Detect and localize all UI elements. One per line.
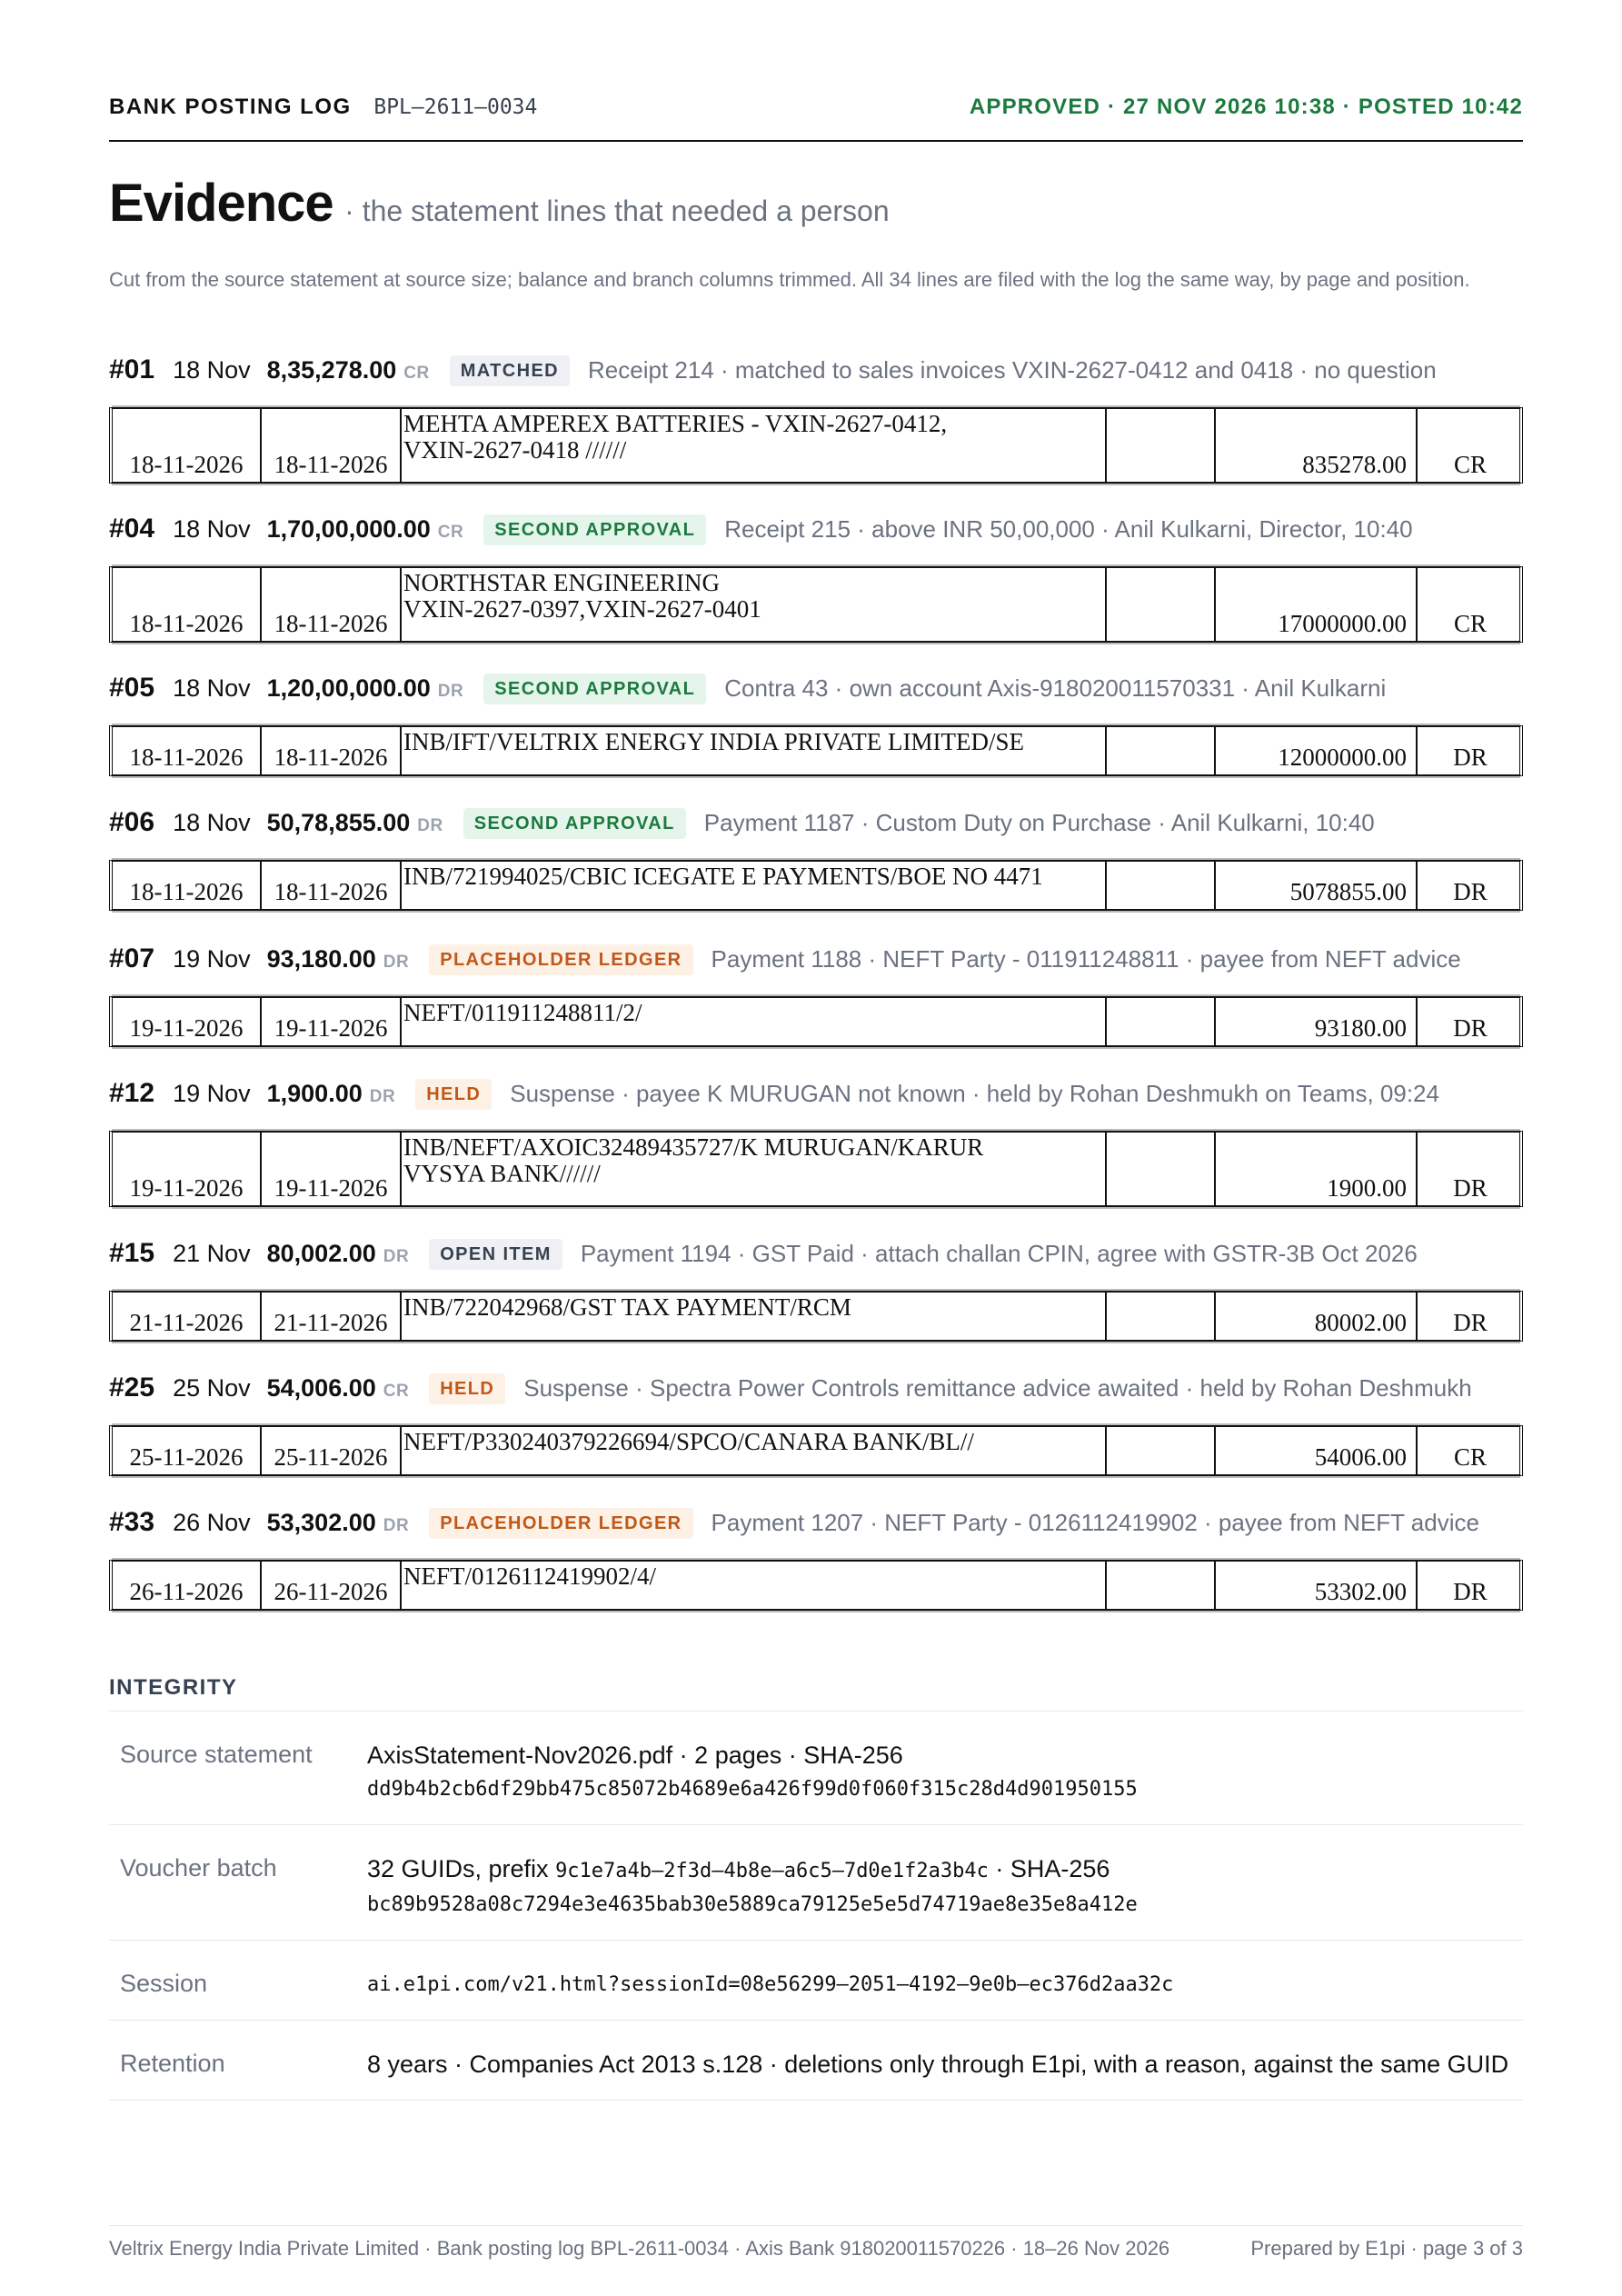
integrity-row-retention bbox=[109, 2021, 1523, 2101]
line-amount: 80,002.00 bbox=[266, 1240, 376, 1267]
line-amount: 50,78,855.00 bbox=[266, 809, 411, 836]
value-date: 21-11-2026 bbox=[274, 1309, 388, 1336]
evidence-line bbox=[109, 1078, 1523, 1207]
statement-description: NEFT/011911248811/2/ bbox=[403, 999, 642, 1026]
line-note: Receipt 214 · matched to sales invoices VXIN-2627-0412 and 0418 · no question bbox=[588, 356, 1437, 384]
trimmed-column bbox=[1107, 409, 1216, 482]
transaction-date: 19-11-2026 bbox=[129, 1014, 244, 1042]
line-number: #12 bbox=[109, 1078, 155, 1108]
trimmed-column bbox=[1107, 568, 1216, 641]
statement-direction: DR bbox=[1453, 878, 1488, 905]
voucher-hash-label: · SHA-256 bbox=[988, 1855, 1110, 1882]
value-date: 18-11-2026 bbox=[274, 610, 388, 637]
retention-policy: 8 years · Companies Act 2013 s.128 · deletions only through E1pi, with a reason, against the same GUID bbox=[367, 2051, 1509, 2078]
voucher-guid-prefix: 9c1e7a4b–2f3d–4b8e–a6c5–7d0e1f2a3b4c bbox=[555, 1860, 989, 1882]
evidence-line-header bbox=[109, 943, 1523, 983]
session-url[interactable]: ai.e1pi.com/v21.html?sessionId=08e56299–2051–4192–9e0b–ec376d2aa32c bbox=[367, 1973, 1174, 1996]
evidence-line bbox=[109, 514, 1523, 643]
voucher-hash: bc89b9528a08c7294e3e4635bab30e5889ca79125e5e5d74719ae8e35e8a412e bbox=[367, 1893, 1138, 1916]
line-amount: 53,302.00 bbox=[266, 1509, 376, 1536]
statement-amount: 835278.00 bbox=[1302, 451, 1407, 478]
line-direction: DR bbox=[383, 1516, 410, 1535]
line-date: 18 Nov bbox=[173, 515, 251, 543]
status-badge: SECOND APPROVAL bbox=[483, 514, 706, 545]
status-badge: PLACEHOLDER LEDGER bbox=[429, 1508, 692, 1539]
status-badge: SECOND APPROVAL bbox=[483, 674, 706, 704]
line-date: 19 Nov bbox=[173, 1080, 251, 1107]
evidence-line-header bbox=[109, 807, 1523, 847]
value-date: 18-11-2026 bbox=[274, 451, 388, 478]
line-number: #33 bbox=[109, 1507, 155, 1537]
status-badge: HELD bbox=[429, 1373, 505, 1404]
evidence-line-header bbox=[109, 354, 1523, 394]
value-date: 18-11-2026 bbox=[274, 878, 388, 905]
line-note: Contra 43 · own account Axis-918020011570331 · Anil Kulkarni bbox=[724, 674, 1387, 702]
line-direction: CR bbox=[403, 364, 430, 383]
evidence-line bbox=[109, 673, 1523, 776]
source-hash: dd9b4b2cb6df29bb475c85072b4689e6a426f99d0f060f315c28d4d901950155 bbox=[367, 1778, 1138, 1801]
statement-direction: CR bbox=[1453, 451, 1488, 478]
line-note: Payment 1188 · NEFT Party - 011911248811 · payee from NEFT advice bbox=[711, 945, 1461, 973]
statement-excerpt bbox=[109, 1131, 1523, 1207]
integrity-title: INTEGRITY bbox=[109, 1675, 238, 1700]
transaction-date: 18-11-2026 bbox=[129, 878, 244, 905]
transaction-date: 18-11-2026 bbox=[129, 744, 244, 771]
value-date: 25-11-2026 bbox=[274, 1443, 388, 1471]
voucher-count: 32 GUIDs, prefix bbox=[367, 1855, 556, 1882]
transaction-date: 21-11-2026 bbox=[129, 1309, 244, 1336]
statement-amount: 5078855.00 bbox=[1289, 878, 1407, 905]
statement-direction: DR bbox=[1453, 744, 1488, 771]
statement-description: INB/NEFT/AXOIC32489435727/K MURUGAN/KARUR VYSYA BANK////// bbox=[403, 1133, 984, 1187]
line-note: Payment 1187 · Custom Duty on Purchase · Anil Kulkarni, 10:40 bbox=[703, 809, 1375, 836]
line-number: #04 bbox=[109, 514, 155, 544]
status-badge: MATCHED bbox=[450, 355, 570, 386]
statement-excerpt bbox=[109, 566, 1523, 643]
trimmed-column bbox=[1107, 727, 1216, 774]
statement-amount: 80002.00 bbox=[1314, 1309, 1407, 1336]
transaction-date: 25-11-2026 bbox=[129, 1443, 244, 1471]
integrity-row-source bbox=[109, 1712, 1523, 1825]
evidence-line-header bbox=[109, 673, 1523, 713]
evidence-line bbox=[109, 1373, 1523, 1476]
statement-description: NEFT/P330240379226694/SPCO/CANARA BANK/BL// bbox=[403, 1428, 974, 1455]
statement-direction: CR bbox=[1453, 1443, 1488, 1471]
line-number: #07 bbox=[109, 943, 155, 973]
statement-excerpt bbox=[109, 1425, 1523, 1476]
line-number: #25 bbox=[109, 1373, 155, 1403]
footer-left: Veltrix Energy India Private Limited · Bank posting log BPL-2611-0034 · Axis Bank 918020011570226 · 18–26 Nov 2026 bbox=[109, 2237, 1170, 2260]
statement-excerpt bbox=[109, 1291, 1523, 1342]
statement-direction: CR bbox=[1453, 610, 1488, 637]
status-badge: OPEN ITEM bbox=[429, 1239, 562, 1270]
log-title: BANK POSTING LOG bbox=[109, 95, 352, 119]
evidence-line bbox=[109, 354, 1523, 484]
evidence-line bbox=[109, 1507, 1523, 1611]
line-note: Payment 1207 · NEFT Party - 0126112419902 · payee from NEFT advice bbox=[711, 1509, 1479, 1536]
statement-description: INB/722042968/GST TAX PAYMENT/RCM bbox=[403, 1293, 851, 1321]
line-direction: DR bbox=[383, 1247, 410, 1266]
page-footer bbox=[109, 2225, 1523, 2261]
status-badge: SECOND APPROVAL bbox=[463, 808, 686, 839]
statement-amount: 12000000.00 bbox=[1278, 744, 1407, 771]
line-direction: DR bbox=[417, 816, 443, 835]
trimmed-column bbox=[1107, 862, 1216, 909]
line-date: 21 Nov bbox=[173, 1240, 251, 1267]
page-subtitle: · the statement lines that needed a person bbox=[344, 195, 890, 227]
statement-amount: 53302.00 bbox=[1314, 1578, 1407, 1605]
statement-description: NEFT/0126112419902/4/ bbox=[403, 1562, 657, 1590]
evidence-line-header bbox=[109, 514, 1523, 554]
statement-description: INB/IFT/VELTRIX ENERGY INDIA PRIVATE LIMITED/SE bbox=[403, 728, 1024, 755]
line-date: 18 Nov bbox=[173, 809, 251, 836]
integrity-row-session bbox=[109, 1941, 1523, 2021]
line-number: #15 bbox=[109, 1238, 155, 1268]
status-badge: HELD bbox=[415, 1079, 492, 1110]
footer-right: Prepared by E1pi · page 3 of 3 bbox=[1250, 2237, 1523, 2260]
line-amount: 54,006.00 bbox=[266, 1374, 376, 1402]
line-note: Suspense · Spectra Power Controls remittance advice awaited · held by Rohan Deshmukh bbox=[523, 1374, 1472, 1402]
value-date: 19-11-2026 bbox=[274, 1014, 388, 1042]
transaction-date: 19-11-2026 bbox=[129, 1174, 244, 1202]
line-amount: 8,35,278.00 bbox=[266, 356, 397, 384]
evidence-line-header bbox=[109, 1238, 1523, 1278]
statement-excerpt bbox=[109, 1560, 1523, 1611]
statement-amount: 93180.00 bbox=[1314, 1014, 1407, 1042]
integrity-key: Session bbox=[120, 1970, 208, 1997]
line-date: 19 Nov bbox=[173, 945, 251, 973]
trimmed-column bbox=[1107, 1133, 1216, 1205]
statement-excerpt bbox=[109, 996, 1523, 1047]
line-direction: DR bbox=[369, 1087, 396, 1106]
evidence-line bbox=[109, 943, 1523, 1047]
line-amount: 1,900.00 bbox=[266, 1080, 363, 1107]
line-note: Payment 1194 · GST Paid · attach challan CPIN, agree with GSTR-3B Oct 2026 bbox=[580, 1240, 1418, 1267]
document-header bbox=[109, 89, 1523, 142]
line-direction: DR bbox=[383, 953, 410, 972]
page-title: Evidence bbox=[109, 174, 333, 233]
evidence-line-header bbox=[109, 1373, 1523, 1413]
trimmed-column bbox=[1107, 1427, 1216, 1474]
line-note: Receipt 215 · above INR 50,00,000 · Anil Kulkarni, Director, 10:40 bbox=[724, 515, 1413, 543]
statement-excerpt bbox=[109, 725, 1523, 776]
evidence-line bbox=[109, 807, 1523, 911]
line-direction: DR bbox=[437, 682, 464, 701]
integrity-row-voucher bbox=[109, 1825, 1523, 1941]
trimmed-column bbox=[1107, 1293, 1216, 1340]
statement-direction: DR bbox=[1453, 1174, 1488, 1202]
integrity-key: Retention bbox=[120, 2050, 225, 2077]
value-date: 18-11-2026 bbox=[274, 744, 388, 771]
evidence-line-header bbox=[109, 1078, 1523, 1118]
line-date: 25 Nov bbox=[173, 1374, 251, 1402]
line-date: 18 Nov bbox=[173, 356, 251, 384]
line-date: 18 Nov bbox=[173, 674, 251, 702]
integrity-table bbox=[109, 1711, 1523, 2101]
integrity-key: Voucher batch bbox=[120, 1854, 277, 1882]
line-number: #06 bbox=[109, 807, 155, 837]
evidence-line bbox=[109, 1238, 1523, 1342]
trimmed-column bbox=[1107, 1562, 1216, 1609]
statement-amount: 17000000.00 bbox=[1278, 610, 1407, 637]
statement-excerpt bbox=[109, 860, 1523, 911]
intro-text: Cut from the source statement at source size; balance and branch columns trimmed. All 34 lines are filed with the log the same way, by page and position. bbox=[109, 268, 1470, 291]
line-date: 26 Nov bbox=[173, 1509, 251, 1536]
value-date: 19-11-2026 bbox=[274, 1174, 388, 1202]
transaction-date: 18-11-2026 bbox=[129, 451, 244, 478]
trimmed-column bbox=[1107, 998, 1216, 1045]
evidence-line-header bbox=[109, 1507, 1523, 1547]
page-heading bbox=[109, 173, 890, 234]
line-amount: 1,70,00,000.00 bbox=[266, 515, 431, 543]
statement-description: MEHTA AMPEREX BATTERIES - VXIN-2627-0412, VXIN-2627-0418 ////// bbox=[403, 410, 948, 464]
statement-amount: 1900.00 bbox=[1327, 1174, 1407, 1202]
value-date: 26-11-2026 bbox=[274, 1578, 388, 1605]
statement-direction: DR bbox=[1453, 1309, 1488, 1336]
transaction-date: 18-11-2026 bbox=[129, 610, 244, 637]
status-badge: PLACEHOLDER LEDGER bbox=[429, 944, 692, 975]
integrity-key: Source statement bbox=[120, 1741, 313, 1768]
line-note: Suspense · payee K MURUGAN not known · held by Rohan Deshmukh on Teams, 09:24 bbox=[510, 1080, 1439, 1107]
transaction-date: 26-11-2026 bbox=[129, 1578, 244, 1605]
line-amount: 93,180.00 bbox=[266, 945, 376, 973]
line-direction: CR bbox=[383, 1382, 410, 1401]
line-number: #01 bbox=[109, 354, 155, 384]
line-amount: 1,20,00,000.00 bbox=[266, 674, 431, 702]
line-direction: CR bbox=[437, 523, 464, 542]
statement-amount: 54006.00 bbox=[1314, 1443, 1407, 1471]
statement-excerpt bbox=[109, 407, 1523, 484]
statement-description: NORTHSTAR ENGINEERING VXIN-2627-0397,VXIN-2627-0401 bbox=[403, 569, 761, 623]
statement-description: INB/721994025/CBIC ICEGATE E PAYMENTS/BOE NO 4471 bbox=[403, 863, 1043, 890]
log-id: BPL–2611–0034 bbox=[373, 95, 538, 119]
line-number: #05 bbox=[109, 673, 155, 703]
statement-direction: DR bbox=[1453, 1014, 1488, 1042]
approval-status: APPROVED · 27 NOV 2026 10:38 · POSTED 10:42 bbox=[969, 95, 1523, 119]
source-file-info: AxisStatement-Nov2026.pdf · 2 pages · SHA-256 bbox=[367, 1742, 903, 1769]
statement-direction: DR bbox=[1453, 1578, 1488, 1605]
